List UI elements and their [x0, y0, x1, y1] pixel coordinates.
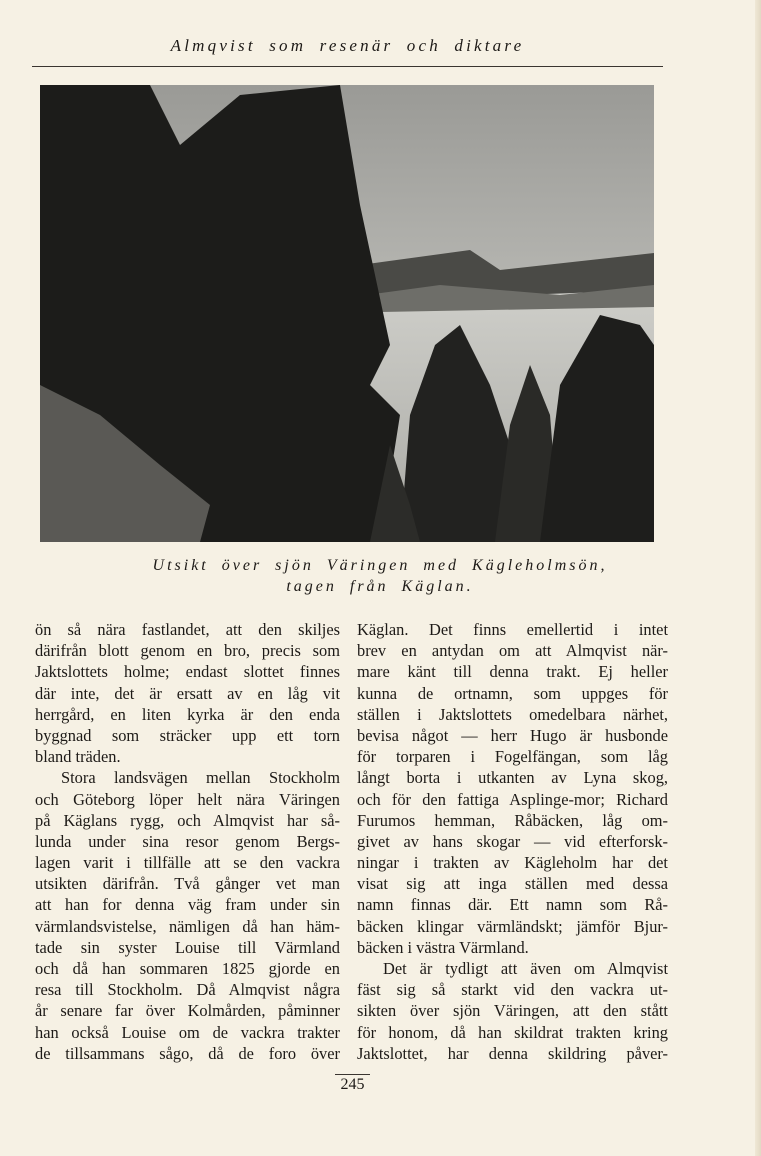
- text-line: lagen varit i tillfälle att se den vackra: [35, 853, 340, 873]
- page-edge: [755, 0, 761, 1156]
- text-line: Jaktslottets holme; endast slottet finnes: [35, 662, 340, 682]
- text-line: lunda under sina resor genom Bergs-: [35, 831, 340, 851]
- text-line: givet av hans skogar — vid efterforsk-: [357, 831, 668, 851]
- figure-caption-line: tagen från Käglan.: [286, 578, 474, 595]
- text-line: resa till Stockholm. Då Almqvist några: [35, 980, 340, 1000]
- text-line: namn finnas där. Ett namn som Rå-: [357, 895, 668, 915]
- text-line: och för den fattiga Asplinge-mor; Richard: [357, 789, 668, 809]
- text-column-right: [357, 619, 668, 1064]
- text-line: Jaktslottet, har denna skildring påver-: [357, 1043, 668, 1063]
- running-header: Almqvist som resenär och diktare: [170, 36, 525, 55]
- page-number-rule: [335, 1074, 370, 1075]
- text-line: Det är tydligt att även om Almqvist: [383, 959, 668, 978]
- text-line: han också Louise om de vackra trakter: [35, 1022, 340, 1042]
- text-line: herrgård, en liten kyrka är den enda: [35, 704, 340, 724]
- text-line: för honom, då han skildrat trakten kring: [357, 1022, 668, 1042]
- text-line: mare känt till denna trakt. Ej heller: [357, 662, 668, 682]
- text-line: bäcken klingar värmländskt; jämför Bjur-: [357, 916, 668, 936]
- text-line: sikten över sjön Väringen, att den stått: [357, 1001, 668, 1021]
- text-line: ningar i trakten av Kägleholm har det: [357, 853, 668, 873]
- text-line: på Käglans rygg, och Almqvist har så-: [35, 810, 340, 830]
- page-number: 245: [340, 1076, 365, 1093]
- text-line: långt borta i utkanten av Lyna skog,: [357, 768, 668, 788]
- text-line: år senare far över Kolmården, påminner: [35, 1001, 340, 1021]
- text-line: ställen i Jaktslottets omedelbara närhet,: [357, 704, 668, 724]
- text-line: tade sin syster Louise till Värmland: [35, 937, 340, 957]
- header-rule: [32, 66, 663, 67]
- text-line: bevisa något — herr Hugo är husbonde: [357, 725, 668, 745]
- text-line: och då han sommaren 1825 gjorde en: [35, 959, 340, 978]
- text-line: för torparen i Fogelfängan, som låg: [357, 747, 668, 767]
- text-line: därifrån blott genom en bro, precis som: [35, 641, 340, 661]
- text-line: byggnad som sträcker upp ett torn: [35, 725, 340, 745]
- figure-caption-line: Utsikt över sjön Väringen med Kägleholmsön,: [152, 557, 608, 574]
- lake-photograph: [40, 85, 654, 542]
- text-line: att han for denna väg fram under sin: [35, 895, 340, 915]
- text-line: bland träden.: [35, 747, 121, 767]
- text-line: visat sig att inga ställen med dessa: [357, 874, 668, 894]
- text-line: utsikten därifrån. Två gånger vet man: [35, 874, 340, 894]
- text-line: ön så nära fastlandet, att den skiljes: [35, 620, 340, 639]
- text-line: de tillsammans sågo, då de foro över: [35, 1043, 340, 1063]
- text-line: Furumos hemman, Råbäcken, låg om-: [357, 810, 668, 830]
- text-line: värmlandsvistelse, nämligen då han häm-: [35, 916, 340, 936]
- text-line: och Göteborg löper helt nära Väringen: [35, 789, 340, 809]
- text-line: kunna de ortnamn, som uppges för: [357, 683, 668, 703]
- text-line: Stora landsvägen mellan Stockholm: [61, 768, 340, 788]
- text-line: bäcken i västra Värmland.: [357, 937, 529, 957]
- text-line: fäst sig så starkt vid den vackra ut-: [357, 980, 668, 1000]
- text-line: Käglan. Det finns emellertid i intet: [357, 620, 668, 639]
- text-line: där inte, det är ersatt av en låg vit: [35, 683, 340, 703]
- text-column-left: [35, 619, 340, 1064]
- text-line: brev en antydan om att Almqvist när-: [357, 641, 668, 661]
